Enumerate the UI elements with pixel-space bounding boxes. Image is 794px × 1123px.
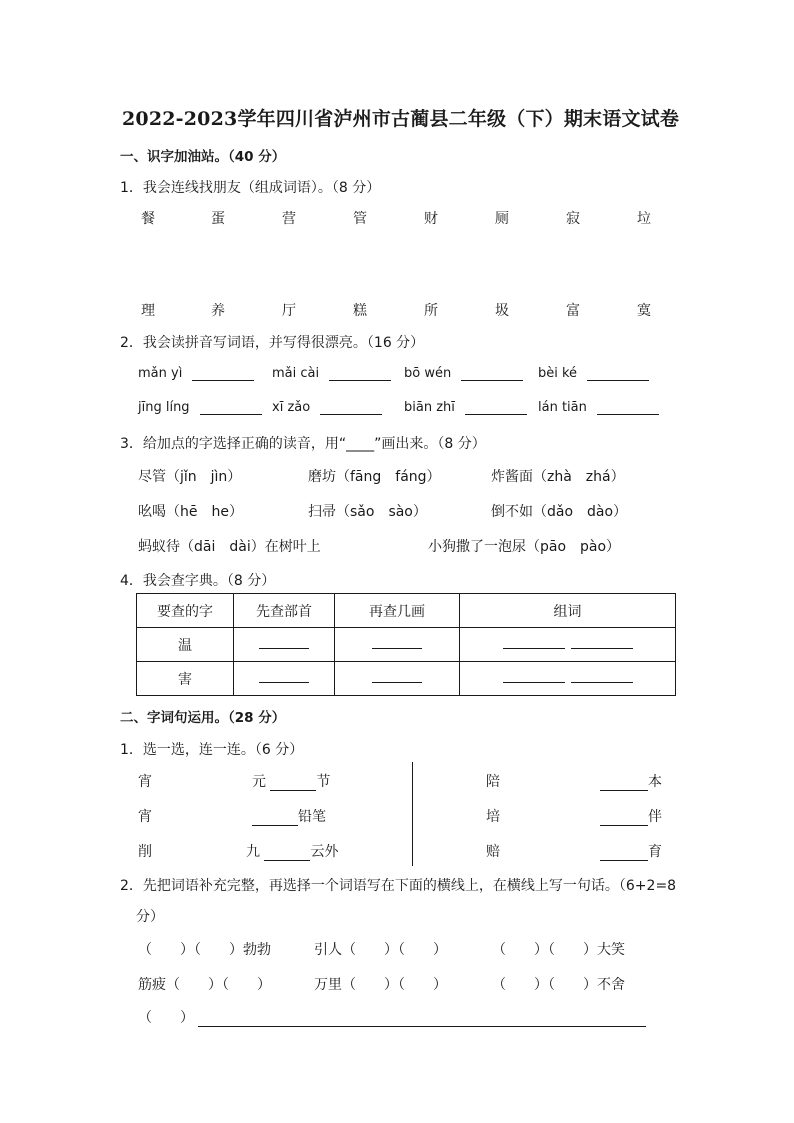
answer-line[interactable] [465, 400, 527, 415]
blank-word[interactable] [252, 771, 330, 791]
answer-line[interactable] [329, 366, 391, 381]
section2-heading: 二、字词句运用。（28 分） [120, 710, 286, 726]
word-prefix: 九 [246, 844, 260, 860]
option-char[interactable]: 赔 [486, 844, 500, 860]
q4-prompt: 4．我会查字典。（8 分） [120, 573, 276, 589]
blank-word[interactable] [246, 841, 338, 861]
match-bottom-char[interactable]: 养 [211, 303, 225, 319]
table-row [137, 628, 676, 662]
q3-prompt: 3．给加点的字选择正确的读音，用“____”画出来。（8 分） [120, 436, 486, 452]
strokes-cell[interactable] [335, 628, 460, 662]
reading-choice[interactable]: 倒不如（dǎo dào） [491, 504, 628, 520]
q1-prompt: 1．我会连线找朋友（组成词语）。（8 分） [120, 180, 381, 196]
blank-word[interactable] [252, 806, 326, 826]
sentence-line[interactable] [198, 1012, 646, 1027]
pinyin-item [272, 366, 391, 381]
option-char[interactable]: 宵 [138, 774, 152, 790]
word-suffix: 伴 [648, 809, 662, 825]
match-top-char[interactable]: 餐 [141, 211, 155, 227]
option-char[interactable]: 削 [138, 844, 152, 860]
pinyin-text: mǎi cài [272, 366, 320, 381]
pinyin-item [538, 400, 659, 415]
word-suffix: 云外 [310, 844, 339, 860]
match-bottom-char[interactable]: 糕 [353, 303, 367, 319]
pinyin-text: bèi ké [538, 366, 578, 381]
match-top-char[interactable]: 厕 [495, 211, 509, 227]
answer-line[interactable] [600, 811, 648, 826]
match-top-char[interactable]: 管 [353, 211, 367, 227]
pinyin-text: bō wén [404, 366, 452, 381]
s2-q1-prompt: 1．选一选，连一连。（6 分） [120, 742, 304, 758]
pinyin-text: lán tiān [538, 400, 587, 415]
idiom-blank[interactable]: 万里（ ）（ ） [314, 977, 447, 993]
option-char[interactable]: 培 [486, 809, 500, 825]
option-char[interactable]: 宵 [138, 809, 152, 825]
answer-line[interactable] [200, 400, 262, 415]
match-bottom-char[interactable]: 寞 [637, 303, 651, 319]
pinyin-item [538, 366, 649, 381]
pinyin-text: xī zǎo [272, 400, 311, 415]
idiom-blank[interactable]: （ ）（ ）不舍 [492, 977, 625, 993]
sentence-blank[interactable]: （ ） [138, 1010, 194, 1026]
dictionary-table [136, 593, 676, 696]
blank-word[interactable] [600, 841, 662, 861]
lookup-char: 温 [137, 628, 234, 662]
option-char[interactable]: 陪 [486, 774, 500, 790]
strokes-cell[interactable] [335, 662, 460, 696]
blank-word[interactable] [600, 771, 662, 791]
reading-choice[interactable]: 磨坊（fāng fáng） [308, 469, 441, 485]
match-top-char[interactable]: 蛋 [211, 211, 225, 227]
word-suffix: 节 [316, 774, 331, 790]
word-suffix: 育 [648, 844, 662, 860]
idiom-blank[interactable]: （ ）（ ）大笑 [492, 942, 625, 958]
match-bottom-char[interactable]: 厅 [282, 303, 296, 319]
idiom-blank[interactable]: （ ）（ ）勃勃 [138, 942, 271, 958]
table-header: 要查的字 [137, 594, 234, 628]
page-title: 2022-2023学年四川省泸州市古蔺县二年级（下）期末语文试卷 [122, 108, 680, 130]
answer-line[interactable] [587, 366, 649, 381]
match-top-char[interactable]: 寂 [566, 211, 580, 227]
s2-q2-prompt-cont: 分） [136, 909, 164, 925]
radical-cell[interactable] [234, 662, 335, 696]
reading-choice[interactable]: 尽管（jǐn jìn） [138, 469, 242, 485]
word-prefix: 元 [252, 774, 266, 790]
radical-cell[interactable] [234, 628, 335, 662]
reading-choice[interactable]: 扫帚（sǎo sào） [308, 504, 427, 520]
match-bottom-char[interactable]: 圾 [495, 303, 509, 319]
answer-line[interactable] [264, 846, 310, 861]
word-suffix: 铅笔 [298, 809, 326, 825]
answer-line[interactable] [461, 366, 523, 381]
reading-choice[interactable]: 炸酱面（zhà zhá） [491, 469, 625, 485]
lookup-char: 害 [137, 662, 234, 696]
reading-choice[interactable]: 小狗撒了一泡尿（pāo pào） [428, 539, 621, 555]
answer-line[interactable] [600, 776, 648, 791]
pinyin-item [404, 366, 523, 381]
pinyin-text: biān zhī [404, 400, 455, 415]
reading-choice[interactable]: 蚂蚁待（dāi dài）在树叶上 [138, 539, 321, 555]
pinyin-text: mǎn yì [138, 366, 183, 381]
answer-line[interactable] [320, 400, 382, 415]
match-bottom-char[interactable]: 理 [141, 303, 155, 319]
table-header: 先查部首 [234, 594, 335, 628]
word-suffix: 本 [648, 774, 662, 790]
words-cell[interactable] [460, 662, 676, 696]
words-cell[interactable] [460, 628, 676, 662]
sentence-row[interactable] [138, 1007, 646, 1027]
match-bottom-char[interactable]: 富 [566, 303, 580, 319]
match-top-char[interactable]: 营 [282, 211, 296, 227]
section1-heading: 一、识字加油站。（40 分） [120, 149, 286, 165]
column-divider [412, 762, 413, 866]
pinyin-text: jīng líng [138, 400, 190, 415]
table-header: 组词 [460, 594, 676, 628]
answer-line[interactable] [192, 366, 254, 381]
table-header-row [137, 594, 676, 628]
idiom-blank[interactable]: 引人（ ）（ ） [314, 942, 447, 958]
reading-choice[interactable]: 吆喝（hē he） [138, 504, 243, 520]
q2-prompt: 2．我会读拼音写词语，并写得很漂亮。（16 分） [120, 335, 425, 351]
pinyin-item [138, 366, 254, 381]
table-header: 再查几画 [335, 594, 460, 628]
idiom-blank[interactable]: 筋疲（ ）（ ） [138, 977, 271, 993]
match-bottom-char[interactable]: 所 [424, 303, 438, 319]
answer-line[interactable] [597, 400, 659, 415]
match-top-char[interactable]: 垃 [637, 211, 651, 227]
s2-q2-prompt: 2．先把词语补充完整，再选择一个词语写在下面的横线上，在横线上写一句话。（6+2=8 [120, 878, 677, 894]
table-row [137, 662, 676, 696]
match-top-char[interactable]: 财 [424, 211, 438, 227]
answer-line[interactable] [252, 811, 298, 826]
pinyin-item [404, 400, 527, 415]
pinyin-item [138, 400, 262, 415]
answer-line[interactable] [600, 846, 648, 861]
answer-line[interactable] [270, 776, 316, 791]
pinyin-item [272, 400, 382, 415]
blank-word[interactable] [600, 806, 662, 826]
